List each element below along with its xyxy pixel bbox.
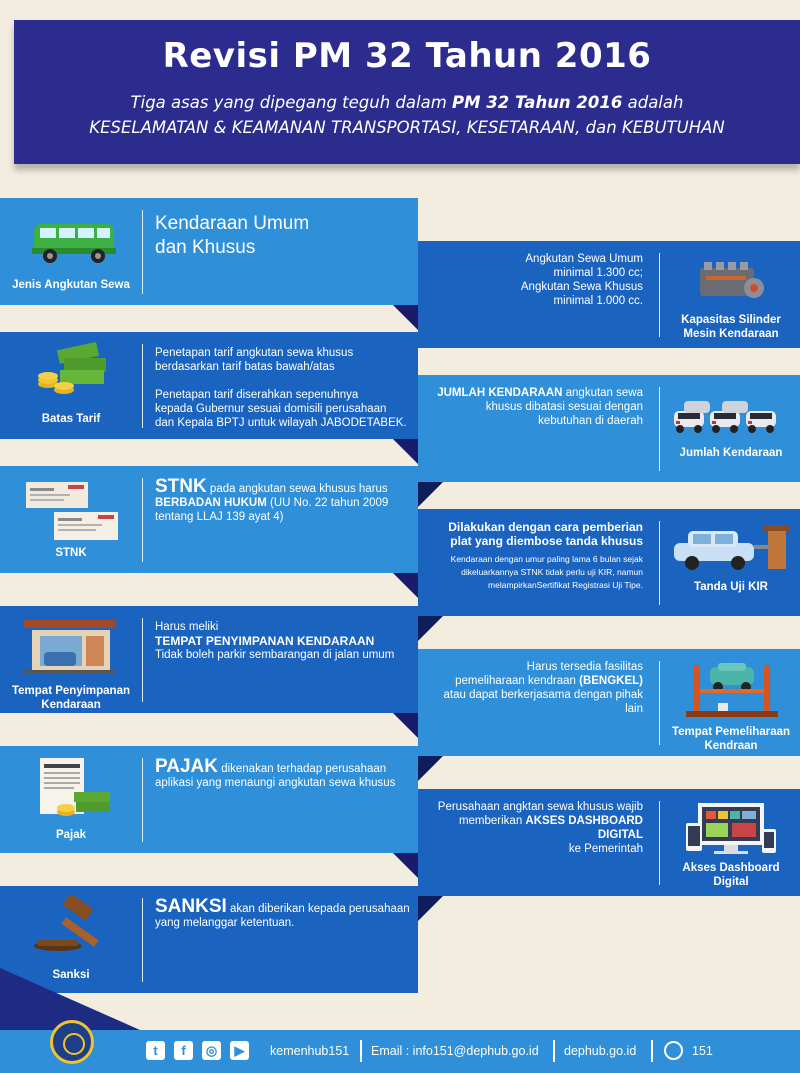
jumlah-line1-rest: angkutan sewa xyxy=(562,387,643,399)
label-jumlah: Jumlah Kendaraan xyxy=(679,447,783,459)
divider xyxy=(142,478,143,562)
label-pemeliharaan-line2: Kendraan xyxy=(704,740,758,752)
stnk-line2-rest: (UU No. 22 tahun 2009 xyxy=(266,497,389,509)
kir-heading1: Dilakukan dengan cara pemberian xyxy=(448,520,643,534)
phone-icon xyxy=(664,1041,683,1060)
label-penyimpanan xyxy=(0,684,142,712)
kapasitas-line1: Angkutan Sewa Umum xyxy=(525,253,643,265)
footer-phone[interactable]: 151 xyxy=(692,1044,713,1058)
dashboard-line3: ke Pemerintah xyxy=(568,843,643,855)
label-kapasitas-line1: Kapasitas Silinder xyxy=(681,314,781,326)
label-penyimpanan-line1: Tempat Penyimpanan xyxy=(11,685,130,697)
sanksi-text xyxy=(155,896,410,930)
dashboard-line2-text: memberikan xyxy=(458,815,526,827)
sanksi-line1-rest: akan diberikan kepada perusahaan xyxy=(226,903,410,915)
garage-icon-area xyxy=(0,606,142,713)
dashboard-screens-icon xyxy=(684,799,780,859)
ribbon-fold xyxy=(418,616,443,641)
batas-tarif-text xyxy=(155,346,407,430)
panel-kapasitas-silinder xyxy=(418,241,800,348)
tarif-line4: kepada Gubernur sesuai domisili perusahaan xyxy=(155,403,387,415)
pajak-heading: PAJAK xyxy=(155,756,218,777)
footer-separator xyxy=(360,1040,362,1062)
pemeliharaan-line2 xyxy=(428,674,643,688)
kapasitas-line4: minimal 1.000 cc. xyxy=(553,295,643,307)
jumlah-line1 xyxy=(428,386,643,400)
twitter-icon[interactable]: t xyxy=(146,1041,165,1060)
dashboard-bold: AKSES DASHBOARD DIGITAL xyxy=(525,815,643,841)
cars-icon-area xyxy=(660,375,800,482)
panel-akses-dashboard xyxy=(418,789,800,896)
label-kapasitas-line2: Mesin Kendaraan xyxy=(683,328,779,340)
divider xyxy=(142,210,143,294)
facebook-icon[interactable]: f xyxy=(174,1041,193,1060)
page-title: Revisi PM 32 Tahun 2016 xyxy=(162,36,652,76)
kir-heading2: plat yang diembose tanda khusus xyxy=(450,534,643,548)
tarif-line3: Penetapan tarif diserahkan sepenuhnya xyxy=(155,389,359,401)
pemeliharaan-text xyxy=(428,660,643,716)
stnk-icon-area xyxy=(0,466,142,573)
footer-website[interactable]: dephub.go.id xyxy=(564,1044,637,1058)
ribbon-fold xyxy=(418,482,443,507)
jumlah-bold: JUMLAH KENDARAAN xyxy=(437,387,563,399)
label-kapasitas xyxy=(660,313,800,341)
panel-jumlah-kendaraan xyxy=(418,375,800,482)
stnk-line2 xyxy=(155,496,388,510)
stnk-line1 xyxy=(155,476,388,497)
label-dashboard xyxy=(660,861,800,889)
car-lift-icon xyxy=(684,661,780,719)
label-kir: Tanda Uji KIR xyxy=(694,581,768,593)
cars-icon xyxy=(670,399,782,439)
jumlah-line2: khusus dibatasi sesuai dengan xyxy=(485,401,643,413)
panel-jenis-angkutan xyxy=(0,198,418,305)
penyimpanan-text xyxy=(155,620,394,662)
pemeliharaan-line3: atau dapat berkerjasama dengan pihak lain xyxy=(443,689,643,715)
divider xyxy=(142,618,143,702)
youtube-icon[interactable]: ▶ xyxy=(230,1041,249,1060)
kemenhub-logo xyxy=(50,1020,94,1064)
subtitle-bold: PM 32 Tahun 2016 xyxy=(452,93,623,112)
pajak-line1-rest: dikenakan terhadap perusahaan xyxy=(218,763,387,775)
label-jenis-angkutan: Jenis Angkutan Sewa xyxy=(12,279,130,291)
divider xyxy=(142,344,143,428)
lift-icon-area xyxy=(660,649,800,756)
engine-icon-area xyxy=(660,241,800,348)
pemeliharaan-line2-text: pemeliharaan kendraan xyxy=(455,675,580,687)
kapasitas-line2: minimal 1.300 cc; xyxy=(553,267,643,279)
ribbon-fold xyxy=(393,439,418,464)
subtitle xyxy=(14,90,800,140)
minibus-icon-area xyxy=(0,198,142,305)
engine-icon xyxy=(696,258,766,304)
label-dashboard-line2: Digital xyxy=(713,876,749,888)
kir-line1: Kendaraan dengan umur paling lama 6 bulan sejak xyxy=(450,554,643,564)
instagram-icon[interactable]: ◎ xyxy=(202,1041,221,1060)
sanksi-heading: SANKSI xyxy=(155,896,227,917)
dashboard-line1: Perusahaan angktan sewa khusus wajib xyxy=(437,801,643,813)
jumlah-line3: kebutuhan di daerah xyxy=(538,415,643,427)
penyimpanan-line3: Tidak boleh parkir sembarangan di jalan umum xyxy=(155,649,395,661)
subtitle-text: Tiga asas yang dipegang teguh dalam xyxy=(130,93,453,112)
footer-handle[interactable]: kemenhub151 xyxy=(270,1044,350,1058)
label-penyimpanan-line2: Kendaraan xyxy=(41,699,101,711)
jenis-angkutan-text xyxy=(155,212,309,260)
kir-line2: dikeluarkannya STNK tidak perlu uji KIR, namun xyxy=(461,567,643,577)
stnk-bold: BERBADAN HUKUM xyxy=(155,497,267,509)
label-pajak: Pajak xyxy=(55,829,87,841)
pajak-text xyxy=(155,756,396,790)
stnk-heading: STNK xyxy=(155,476,207,497)
jumlah-text xyxy=(428,386,643,428)
tax-document-icon xyxy=(34,756,114,822)
kapasitas-text xyxy=(438,252,643,308)
label-sanksi: Sanksi xyxy=(52,969,90,981)
ribbon-fold xyxy=(418,896,443,921)
stnk-line1-rest: pada angkutan sewa khusus harus xyxy=(206,483,388,495)
stnk-line3: tentang LLAJ 139 ayat 4) xyxy=(155,511,284,523)
pemeliharaan-line1: Harus tersedia fasilitas xyxy=(526,661,643,673)
gavel-icon xyxy=(28,896,120,956)
pemeliharaan-bold: (BENGKEL) xyxy=(579,675,643,687)
pajak-line2: aplikasi yang menaungi angkutan sewa khusus xyxy=(155,777,396,789)
garage-icon xyxy=(20,612,120,674)
panel-pajak xyxy=(0,746,418,853)
panel-tanda-uji-kir xyxy=(418,509,800,616)
label-stnk: STNK xyxy=(55,547,87,559)
footer-separator xyxy=(553,1040,555,1062)
label-pemeliharaan-line1: Tempat Pemeliharaan xyxy=(671,726,791,738)
label-batas-tarif: Batas Tarif xyxy=(41,413,101,425)
panel-tempat-penyimpanan xyxy=(0,606,418,713)
label-pemeliharaan xyxy=(660,725,800,753)
social-links xyxy=(146,1041,249,1060)
minibus-icon xyxy=(28,220,120,268)
kapasitas-line3: Angkutan Sewa Khusus xyxy=(520,281,643,293)
ribbon-fold xyxy=(393,305,418,330)
jenis-text-line2: dan Khusus xyxy=(155,237,256,258)
tarif-line1: Penetapan tarif angkutan sewa khusus xyxy=(155,347,354,359)
footer xyxy=(0,1030,800,1073)
car-inspection-icon xyxy=(668,523,796,573)
ribbon-fold xyxy=(418,756,443,781)
ribbon-fold xyxy=(393,853,418,878)
header-banner xyxy=(14,20,800,164)
money-icon xyxy=(34,340,114,400)
tarif-line2: berdasarkan tarif batas bawah/atas xyxy=(155,361,335,373)
penyimpanan-line1: Harus meliki xyxy=(155,621,219,633)
stnk-text xyxy=(155,476,389,524)
footer-separator xyxy=(651,1040,653,1062)
panel-tempat-pemeliharaan xyxy=(418,649,800,756)
subtitle-text-end: adalah xyxy=(622,93,684,112)
ribbon-fold xyxy=(393,713,418,738)
sanksi-line1 xyxy=(155,896,410,917)
pajak-line1 xyxy=(155,756,395,777)
subtitle-principles: KESELAMATAN & KEAMANAN TRANSPORTASI, KESETARAAN, dan KEBUTUHAN xyxy=(89,118,725,137)
kir-icon-area xyxy=(660,509,800,616)
dashboard-text xyxy=(428,800,643,856)
panel-stnk xyxy=(0,466,418,573)
money-icon-area xyxy=(0,332,142,439)
stnk-card-icon xyxy=(24,480,120,542)
divider xyxy=(142,898,143,982)
footer-email[interactable]: Email : info151@dephub.go.id xyxy=(371,1044,539,1058)
tarif-line5: dan Kepala BPTJ untuk wilayah JABODETABEK. xyxy=(155,417,407,429)
panel-batas-tarif xyxy=(0,332,418,439)
divider xyxy=(142,758,143,842)
sanksi-line2: yang melanggar ketentuan. xyxy=(155,917,295,929)
dashboard-line2 xyxy=(428,814,643,842)
penyimpanan-bold: TEMPAT PENYIMPANAN KENDARAAN xyxy=(155,634,375,648)
dashboard-icon-area xyxy=(660,789,800,896)
label-dashboard-line1: Akses Dashboard xyxy=(682,862,780,874)
kir-line3: melampirkanSertifikat Registrasi Uji Tipe. xyxy=(488,580,643,590)
kir-text xyxy=(428,520,643,592)
ribbon-fold xyxy=(393,573,418,598)
pajak-icon-area xyxy=(0,746,142,853)
jenis-text-line1: Kendaraan Umum xyxy=(155,213,310,234)
